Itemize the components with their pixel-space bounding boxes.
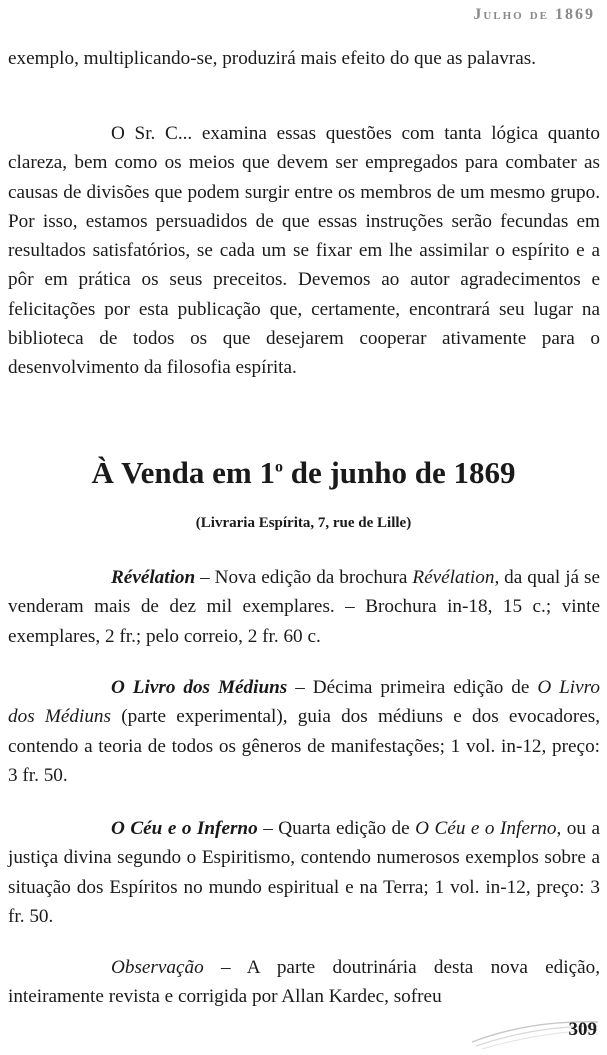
paragraph-review: O Sr. C... examina essas questões com tanta lógica quanto clareza, bem como os meios que devem ser empregados para combater as causas de divisões que podem surgir entre os membros de um mesmo grupo. Por isso, estamos persuadidos de que essas instruções serão fecundas em resultados satisfatórios, se cada um se fixar em lhe assimilar o espírito e a pôr em prática os seus preceitos. Devemos ao autor agradecimentos e felicitações por esta publicação que, certamente, encontrará seu lugar na biblioteca de todos os que desejarem cooperar ativamente para o desenvolvimento da filosofia espírita.	[8, 123, 600, 379]
book-entry-mediuns	[8, 673, 600, 790]
page-number: 309	[568, 1019, 597, 1040]
book-title: O Céu e o Inferno	[111, 818, 258, 839]
section-subheading: (Livraria Espírita, 7, rue de Lille)	[195, 515, 412, 531]
book-title: O Livro dos Médiuns	[111, 677, 288, 698]
book-title-inline: O Livro dos Médiuns	[8, 677, 600, 728]
observation-note	[8, 953, 600, 1013]
heading-text-pre: À Venda em 1	[91, 455, 275, 490]
book-text: , da qual já se venderam mais de dez mil exemplares. – Brochura in-18, 15 c.; vinte exemplares, 2 fr.; pelo correio, 2 fr. 60 c.	[8, 567, 600, 647]
heading-ordinal: o	[274, 458, 283, 476]
book-text: – Décima primeira edição de	[287, 677, 538, 698]
book-text: , ou a justiça divina segundo o Espiritismo, contendo numerosos exemplos sobre a situação dos Espíritos no mundo espiritual e na Terra; 1 vol. in-12, preço: 3 fr. 50.	[8, 818, 600, 927]
book-entry-ceu-inferno	[8, 814, 600, 931]
book-title-inline: O Céu e o Inferno	[415, 818, 557, 839]
book-title-inline: Révélation	[412, 567, 495, 588]
book-text: (parte experimental), guia dos médiuns e dos evocadores, contendo a teoria de todos os gêneros de manifestações; 1 vol. in-12, preço: 3 fr. 50.	[8, 706, 600, 786]
heading-text-post: de junho de 1869	[282, 455, 516, 490]
paragraph-continuation: exemplo, multiplicando-se, produzirá mais efeito do que as palavras.	[8, 48, 537, 69]
observation-text: – A parte doutrinária desta nova edição, inteiramente revista e corrigida por Allan Kardec, sofreu	[8, 957, 600, 1008]
book-text: – Quarta edição de	[257, 818, 416, 839]
book-title: Révélation	[111, 567, 196, 588]
book-text: – Nova edição da brochura	[195, 567, 413, 588]
book-entry-revelation	[8, 563, 600, 651]
running-header: Julho de 1869	[473, 6, 595, 23]
section-heading	[0, 455, 607, 491]
observation-label: Observação	[111, 957, 204, 978]
